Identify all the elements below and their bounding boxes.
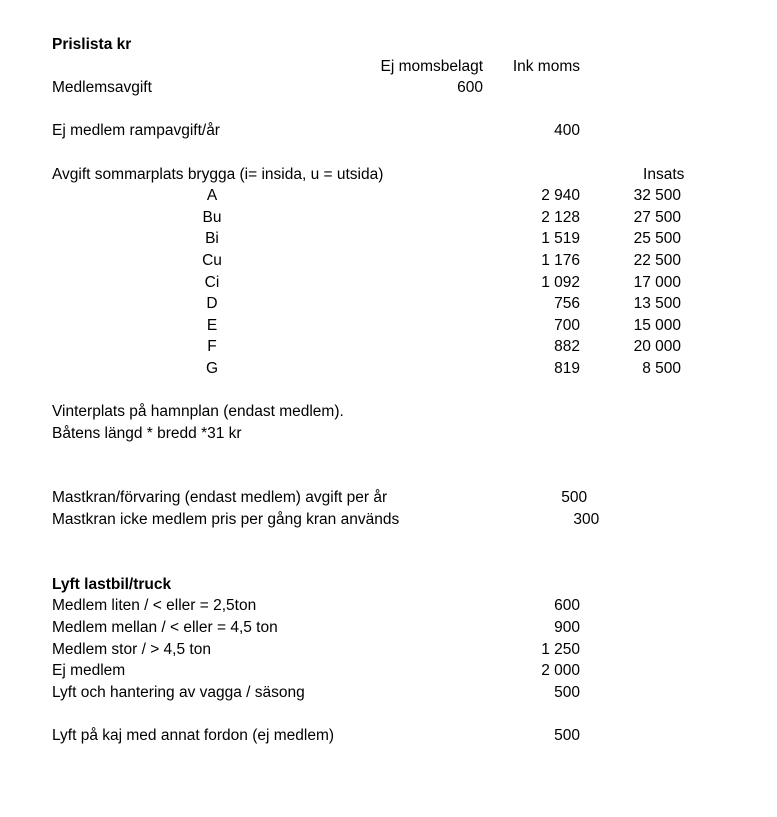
berth-row (52, 250, 777, 272)
row-label: Medlemsavgift (52, 79, 152, 97)
sheet-row (52, 120, 777, 142)
row-label: Ej medlem rampavgift/år (52, 122, 220, 140)
berth-row (52, 336, 777, 358)
berth-row (52, 293, 777, 315)
ink-moms-value: 300 (573, 511, 600, 529)
ink-moms-value: 1 250 (541, 640, 580, 658)
berth-row (52, 358, 777, 380)
section-heading-label: Lyft lastbil/truck (52, 575, 172, 593)
insats-value: 20 000 (633, 338, 681, 356)
title-row (52, 34, 777, 56)
sheet-row (52, 682, 777, 704)
insats-value: 17 000 (633, 273, 681, 291)
ink-moms-value: 700 (554, 316, 580, 334)
empty-row (52, 142, 777, 164)
ink-moms-value: 1 092 (541, 273, 580, 291)
row-label: Medlem stor / > 4,5 ton (52, 640, 211, 658)
berth-letter: G (205, 359, 219, 377)
ink-moms-value: 500 (561, 489, 588, 507)
section-label-brygga: Avgift sommarplats brygga (i= insida, u = utsida) (52, 165, 384, 183)
insats-value: 32 500 (633, 187, 681, 205)
sheet-row (52, 595, 777, 617)
sheet-row (52, 639, 777, 661)
ink-moms-value: 756 (554, 295, 580, 313)
ink-moms-value: 500 (554, 727, 580, 744)
ej-momsbelagt-value: 600 (457, 79, 483, 97)
row-label: Lyft och hantering av vagga / säsong (52, 683, 305, 701)
insats-value: 22 500 (633, 251, 681, 269)
insats-value: 13 500 (633, 295, 681, 313)
empty-row (52, 703, 777, 725)
sheet-row (52, 725, 777, 747)
insats-value: 15 000 (633, 316, 681, 334)
berth-letter: E (206, 316, 218, 334)
sheet-row (52, 423, 777, 445)
berth-row (52, 228, 777, 250)
column-header-row (52, 56, 777, 78)
ink-moms-value: 600 (554, 597, 580, 615)
ink-moms-value: 1 176 (541, 251, 580, 269)
insats-value: 8 500 (642, 359, 681, 377)
berth-letter: Bu (202, 208, 222, 226)
berth-row (52, 315, 777, 337)
row-label: Mastkran/förvaring (endast medlem) avgift per år (52, 489, 388, 507)
berth-letter: Bi (205, 230, 219, 248)
ink-moms-value: 819 (554, 359, 580, 377)
berth-letter: A (206, 187, 218, 205)
empty-row (52, 380, 777, 402)
sheet-row (52, 509, 777, 531)
ink-moms-value: 1 519 (541, 230, 580, 248)
row-label: Vinterplats på hamnplan (endast medlem). (52, 403, 344, 421)
empty-row (52, 466, 777, 488)
insats-value: 27 500 (633, 208, 681, 226)
ink-moms-value: 2 000 (541, 662, 580, 680)
empty-row (52, 444, 777, 466)
row-label: Båtens längd * bredd *31 kr (52, 424, 242, 442)
row-label: Ej medlem (52, 662, 126, 680)
row-label: Medlem liten / < eller = 2,5ton (52, 597, 257, 615)
ink-moms-value: 900 (554, 619, 580, 637)
sheet-row (52, 401, 777, 423)
berth-row (52, 207, 777, 229)
column-header-insats: Insats (643, 165, 685, 183)
berth-letter: D (206, 295, 218, 313)
berth-letter: F (207, 338, 217, 356)
ink-moms-value: 882 (554, 338, 580, 356)
berth-letter: Ci (204, 273, 220, 291)
sheet-row (52, 617, 777, 639)
ink-moms-value: 500 (554, 683, 580, 701)
berth-row (52, 185, 777, 207)
sheet-row (52, 77, 777, 99)
page-title: Prislista kr (52, 36, 132, 53)
empty-row (52, 99, 777, 121)
row-label: Medlem mellan / < eller = 4,5 ton (52, 619, 278, 637)
column-header-ej-momsbelagt: Ej momsbelagt (380, 57, 483, 75)
row-label: Lyft på kaj med annat fordon (ej medlem) (52, 727, 335, 744)
row-label: Mastkran icke medlem pris per gång kran används (52, 511, 400, 529)
section-heading-lyft (52, 574, 777, 596)
insats-value: 25 500 (633, 230, 681, 248)
berth-row (52, 272, 777, 294)
section-row-brygga (52, 164, 777, 186)
sheet-row (52, 660, 777, 682)
sheet-row (52, 487, 777, 509)
berth-letter: Cu (202, 251, 222, 269)
ink-moms-value: 2 940 (541, 187, 580, 205)
column-header-ink-moms: Ink moms (512, 57, 580, 75)
ink-moms-value: 2 128 (541, 208, 580, 226)
empty-row (52, 552, 777, 574)
ink-moms-value: 400 (554, 122, 580, 140)
empty-row (52, 531, 777, 553)
